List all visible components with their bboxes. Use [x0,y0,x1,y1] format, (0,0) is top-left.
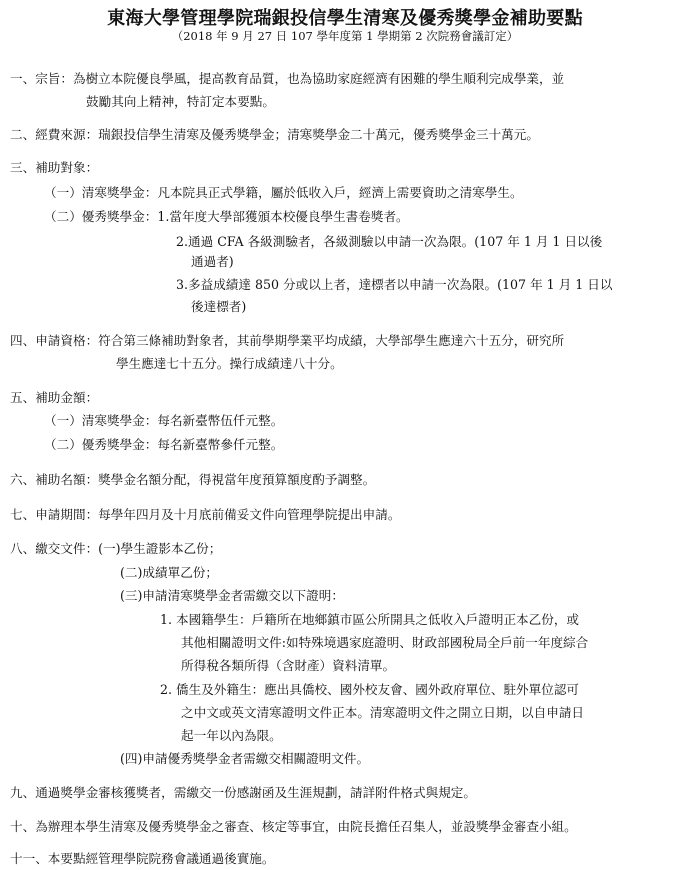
section-6-line-1: 六、補助名額：獎學金名額分配，得視當年度預算額度酌予調整。 [10,472,376,487]
section-4-line-2: 學生應達七十五分。操行成績達八十分。 [116,356,343,371]
section-3-item-1: （一）清寒獎學金：凡本院具正式學籍，屬於低收入戶，經濟上需要資助之清寒學生。 [44,185,523,200]
section-9-line-1: 九、通過獎學金審核獲獎者，需繳交一份感謝函及生涯規劃，請詳附件格式與規定。 [10,785,476,800]
section-8-line-1: 八、繳交文件：(一)學生證影本乙份； [10,541,222,556]
section-8-item-2: (二)成績單乙份； [120,565,218,580]
section-7-line-1: 七、申請期間：每學年四月及十月底前備妥文件向管理學院提出申請。 [10,507,401,522]
section-5-item-2: （二）優秀獎學金：每名新臺幣參仟元整。 [44,437,284,452]
section-8-sub-1-line-2: 其他相關證明文件:如特殊境遇家庭證明、財政部國稅局全戶前一年度綜合 [181,635,589,650]
section-3-heading: 三、補助對象： [10,160,99,175]
section-1-line-2: 鼓勵其向上精神，特訂定本要點。 [86,94,275,109]
section-8-sub-1-line-1: 1. 本國籍學生：戶籍所在地鄉鎮市區公所開具之低收入戶證明正本乙份，或 [160,612,580,627]
section-4-line-1: 四、申請資格：符合第三條補助對象者，其前學期學業平均成績，大學部學生應達六十五分，研究所 [10,333,565,348]
section-8-sub-2-line-2: 之中文或英文清寒證明文件正本。清寒證明文件之開立日期，以自申請日 [181,705,584,720]
section-8-sub-1-line-3: 所得稅各類所得（含財產）資料清單。 [181,658,396,673]
section-8-item-4: (四)申請優秀獎學金者需繳交相關證明文件。 [120,751,370,766]
section-5-heading: 五、補助金額： [10,390,99,405]
section-3-item-2-sub-2-line-2: 通過者) [191,254,234,269]
section-1-line-1: 一、宗旨：為樹立本院優良學風，提高教育品質，也為協助家庭經濟有困難的學生順利完成學業，並 [10,71,565,86]
section-11-line-1: 十一、本要點經管理學院院務會議通過後實施。 [10,851,275,866]
document-title: 東海大學管理學院瑞銀投信學生清寒及優秀獎學金補助要點 [107,8,583,29]
section-5-item-1: （一）清寒獎學金：每名新臺幣伍仟元整。 [44,413,284,428]
section-8-sub-2-line-1: 2. 僑生及外籍生：應出具僑校、國外校友會、國外政府單位、駐外單位認可 [160,682,580,697]
section-8-sub-2-line-3: 起一年以內為限。 [181,728,282,743]
section-10-line-1: 十、為辦理本學生清寒及優秀獎學金之審查、核定等事宜，由院長擔任召集人，並設獎學金審查小組。 [10,819,577,834]
document-subtitle: （2018 年 9 月 27 日 107 學年度第 1 學期第 2 次院務會議訂定） [171,29,519,43]
section-3-item-2-sub-2-line-1: 2.通過 CFA 各級測驗者，各級測驗以申請一次為限。(107 年 1 月 1 日以後 [176,234,603,249]
section-8-item-3: (三)申請清寒獎學金者需繳交以下證明： [120,588,344,603]
section-2-line-1: 二、經費來源：瑞銀投信學生清寒及優秀獎學金；清寒獎學金二十萬元，優秀獎學金三十萬元。 [10,127,539,142]
section-3-item-2-sub-3-line-1: 3.多益成績達 850 分或以上者，達標者以申請一次為限。(107 年 1 月 1 日以 [176,277,613,292]
section-3-item-2: （二）優秀獎學金：1.當年度大學部獲頒本校優良學生書卷獎者。 [44,209,409,224]
section-3-item-2-sub-3-line-2: 後達標者) [191,299,247,314]
